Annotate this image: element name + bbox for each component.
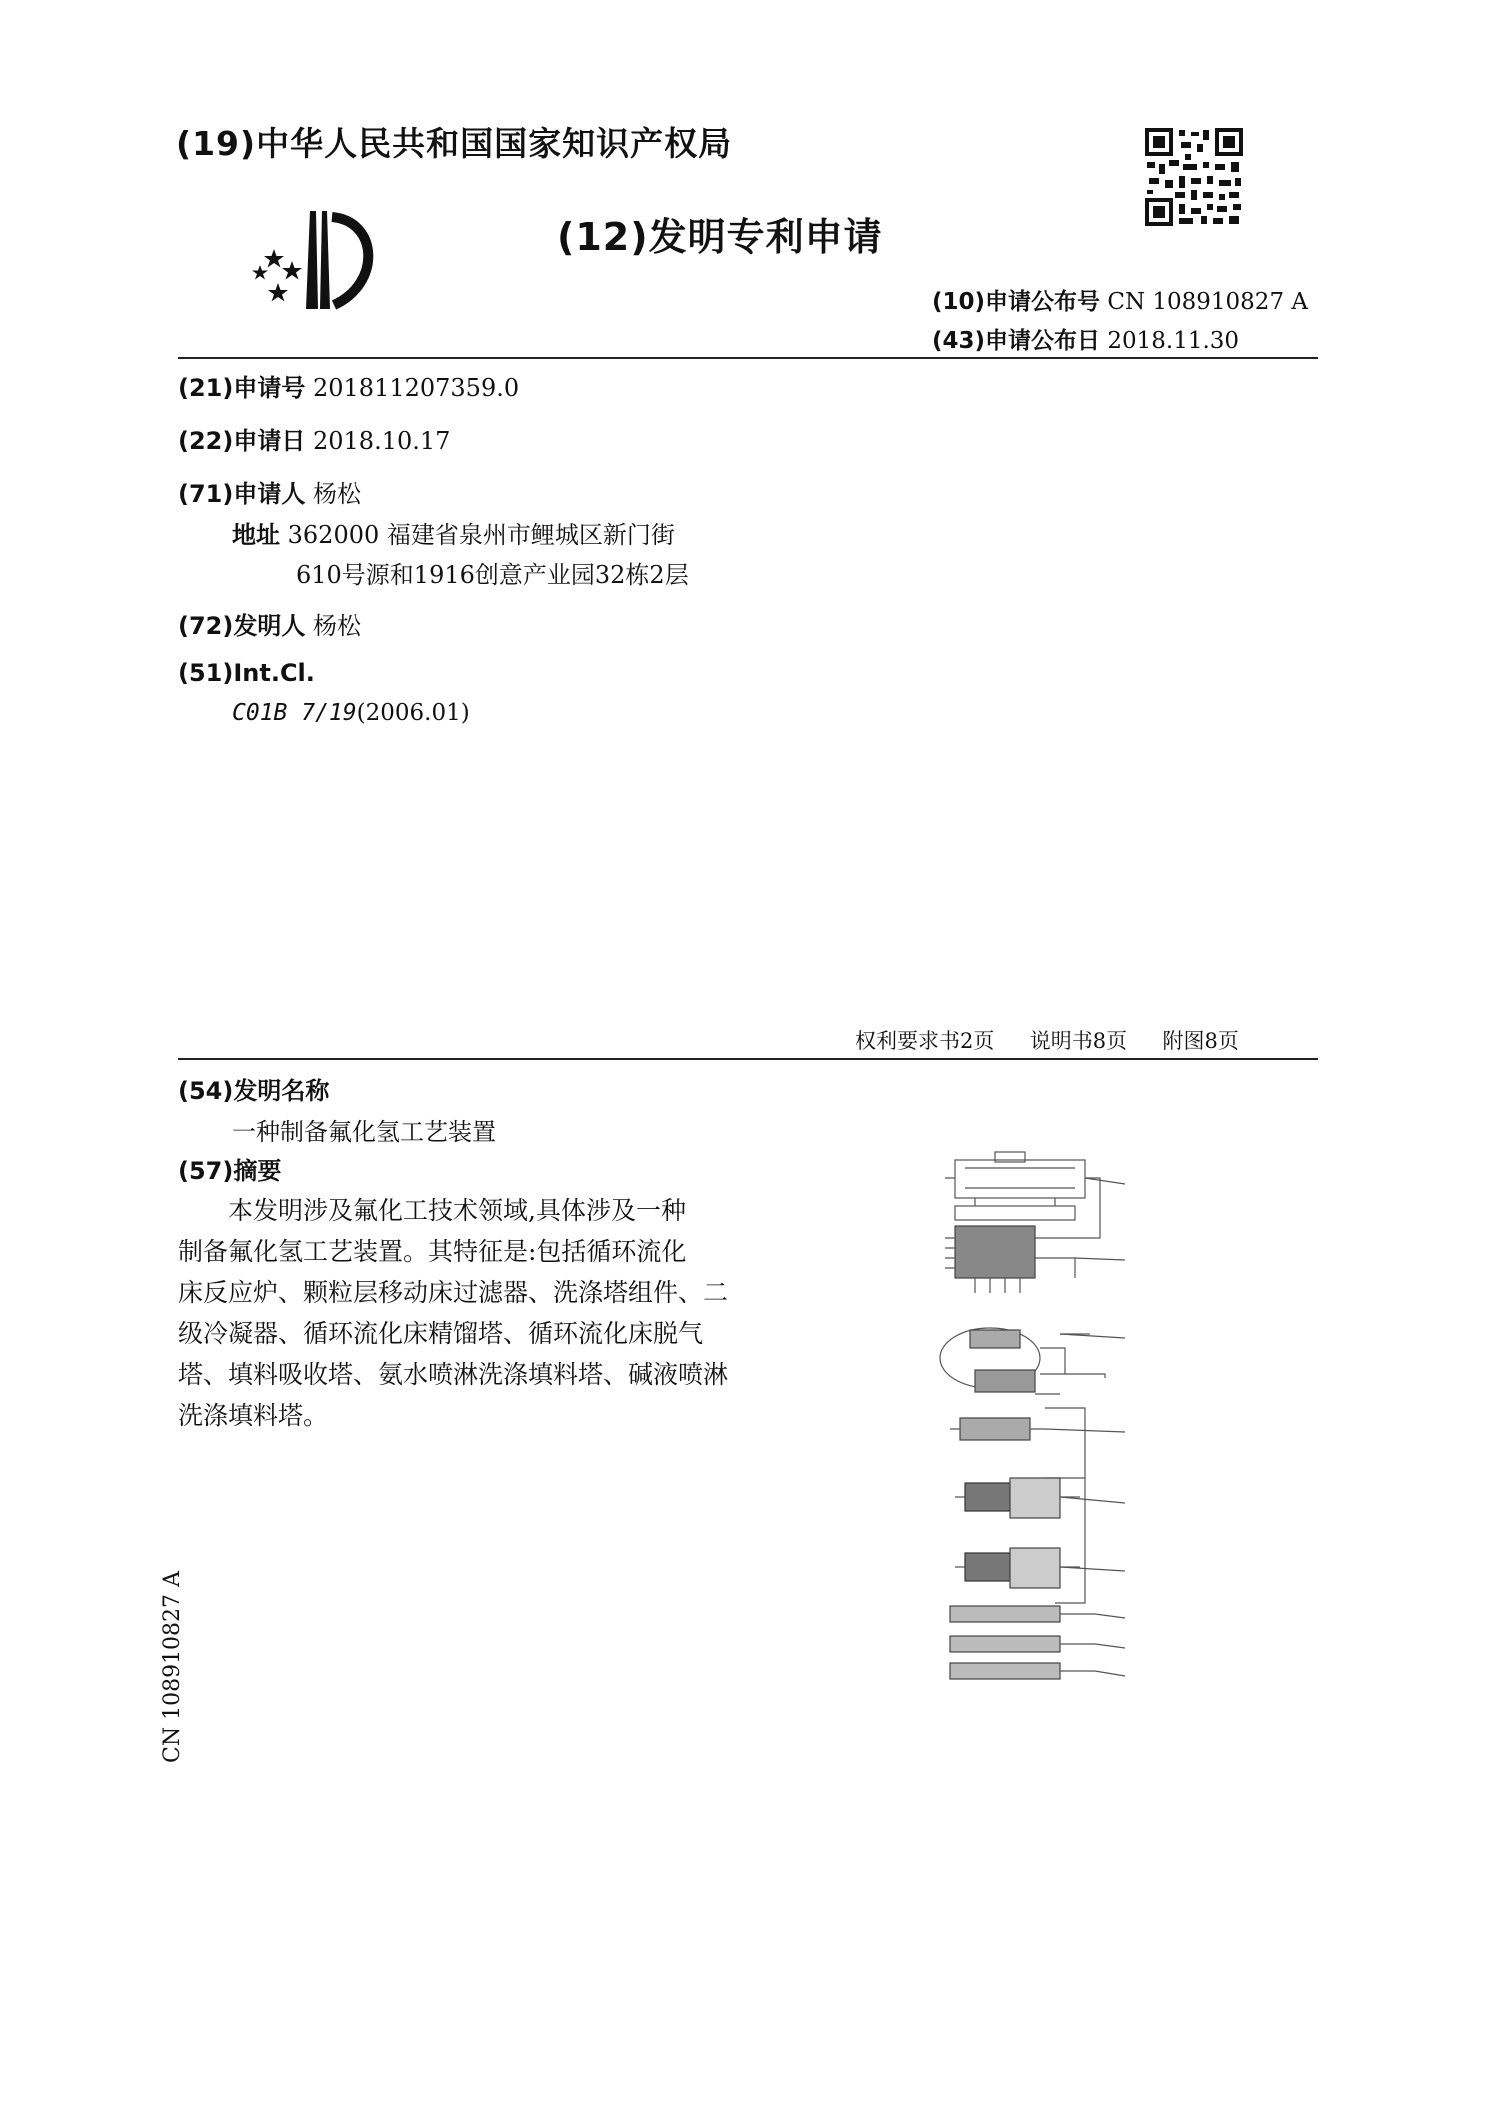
drawings-page-count: 附图8页 xyxy=(1162,1029,1239,1053)
publication-date xyxy=(932,322,1239,355)
publication-date-label: (43)申请公布日 xyxy=(932,328,1101,354)
publication-number-value: CN 108910827 A xyxy=(1107,289,1308,315)
application-date-value: 2018.10.17 xyxy=(312,427,451,455)
inventor xyxy=(178,606,361,641)
biblio-divider xyxy=(178,1058,1318,1060)
abstract-line: 塔、填料吸收塔、氨水喷淋洗涤填料塔、碱液喷淋 xyxy=(178,1360,729,1389)
abstract-line: 床反应炉、颗粒层移动床过滤器、洗涤塔组件、二 xyxy=(178,1278,729,1307)
abstract-line: 制备氟化氢工艺装置。其特征是:包括循环流化 xyxy=(178,1237,687,1266)
applicant xyxy=(178,474,361,509)
address-line2: 610号源和1916创意产业园32栋2层 xyxy=(296,561,689,589)
abstract-label: (57)摘要 xyxy=(178,1157,282,1185)
publication-number xyxy=(932,283,1308,316)
qr-code-icon xyxy=(1145,128,1243,226)
abstract-line: 本发明涉及氟化工技术领域,具体涉及一种 xyxy=(228,1196,686,1225)
invention-title: 一种制备氟化氢工艺装置 xyxy=(232,1118,496,1146)
inventor-value: 杨松 xyxy=(312,612,361,640)
abstract-drawing xyxy=(935,1148,1135,1683)
ipc-code: C01B 7/19 xyxy=(232,700,357,726)
ipc-label: (51)Int.Cl. xyxy=(178,659,315,687)
header-divider xyxy=(178,357,1318,359)
ipc-version: (2006.01) xyxy=(356,700,470,726)
abstract-text xyxy=(178,1190,738,1436)
side-publication-number: CN 108910827 A xyxy=(160,1571,185,1763)
document-type: (12)发明专利申请 xyxy=(557,215,883,259)
address-line1: 362000 福建省泉州市鲤城区新门街 xyxy=(287,521,675,549)
address-label: 地址 xyxy=(232,521,280,549)
address xyxy=(232,515,675,550)
applicant-value: 杨松 xyxy=(312,480,361,508)
abstract-line: 级冷凝器、循环流化床精馏塔、循环流化床脱气 xyxy=(178,1319,704,1348)
claims-page-count: 权利要求书2页 xyxy=(855,1029,995,1053)
abstract-line: 洗涤填料塔。 xyxy=(178,1401,329,1430)
inventor-label: (72)发明人 xyxy=(178,612,306,640)
application-number xyxy=(178,368,519,403)
office-name: (19)中华人民共和国国家知识产权局 xyxy=(176,124,733,163)
invention-title-label: (54)发明名称 xyxy=(178,1077,330,1105)
ipc-classification xyxy=(178,659,315,687)
page-counts xyxy=(855,1025,1239,1055)
publication-date-value: 2018.11.30 xyxy=(1107,328,1240,354)
description-page-count: 说明书8页 xyxy=(1029,1029,1128,1053)
application-date-label: (22)申请日 xyxy=(178,427,306,455)
cnipa-logo-icon xyxy=(248,205,388,315)
publication-number-label: (10)申请公布号 xyxy=(932,289,1101,315)
application-number-value: 201811207359.0 xyxy=(312,374,520,402)
applicant-label: (71)申请人 xyxy=(178,480,306,508)
ipc-entry xyxy=(232,700,470,726)
application-date xyxy=(178,421,450,456)
application-number-label: (21)申请号 xyxy=(178,374,306,402)
